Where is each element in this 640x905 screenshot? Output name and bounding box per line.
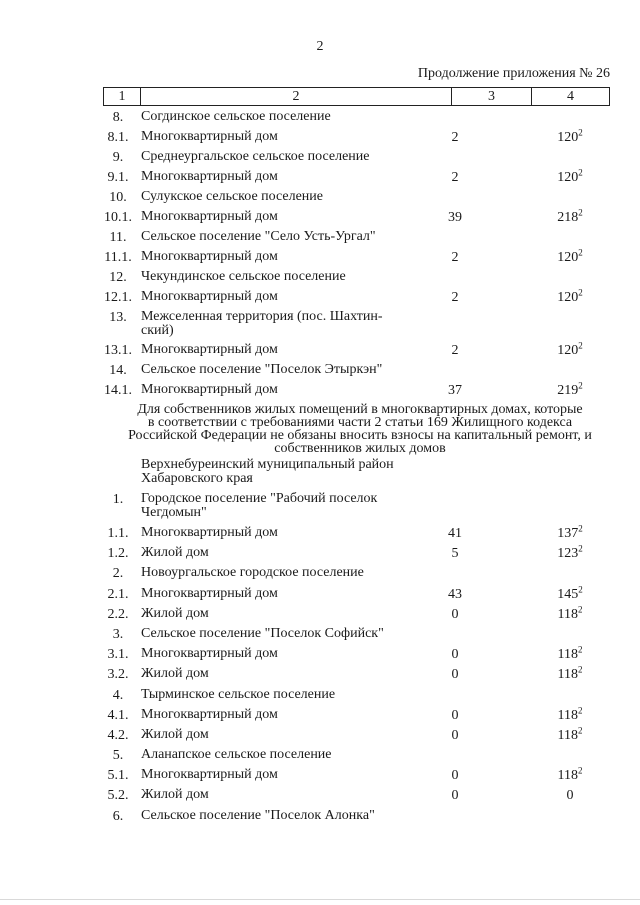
row-name xyxy=(141,130,441,144)
table-row xyxy=(0,287,640,310)
row-name xyxy=(141,526,441,540)
row-number: 1.2. xyxy=(107,546,129,562)
row-number: 3.2. xyxy=(107,667,129,683)
table-row xyxy=(0,543,640,566)
row-name-line: Чегдомын" xyxy=(141,505,207,520)
row-name-line: Сулукское сельское поселение xyxy=(141,189,323,204)
row-name xyxy=(141,627,441,641)
row-name xyxy=(141,150,441,164)
header-col-1: 1 xyxy=(104,88,141,105)
row-count: 2 xyxy=(451,250,459,265)
row-name-line: Новоургальское городское поселение xyxy=(141,565,364,581)
row-count: 37 xyxy=(448,383,462,398)
row-rate-sup: 2 xyxy=(577,644,583,655)
row-rate-value: 118 xyxy=(557,768,578,784)
row-number: 14. xyxy=(109,363,127,378)
row-rate-value: 120 xyxy=(557,170,579,185)
row-name-line: Чекундинское сельское поселение xyxy=(141,269,346,284)
row-rate xyxy=(535,604,605,623)
table-row xyxy=(0,688,640,708)
row-name xyxy=(141,270,441,284)
table-row xyxy=(0,705,640,728)
row-number: 8. xyxy=(112,110,124,125)
row-number: 5.2. xyxy=(107,788,129,804)
row-name xyxy=(141,688,441,702)
table-row xyxy=(0,523,640,546)
section-note-line: в соответствии с требованиями части 2 статьи 169 Жилищного кодекса xyxy=(147,415,573,430)
row-rate-value: 118 xyxy=(557,667,578,683)
table-row xyxy=(0,380,640,403)
section-note-line: Для собственников жилых помещений в многоквартирных домах, которые xyxy=(137,402,583,417)
row-count: 0 xyxy=(451,606,459,622)
row-name-line: Жилой дом xyxy=(141,726,209,742)
row-rate-sup: 2 xyxy=(577,604,583,615)
row-name xyxy=(141,310,441,338)
row-rate xyxy=(535,705,605,724)
row-name xyxy=(141,647,441,661)
row-rate-value: 118 xyxy=(557,727,578,743)
row-count: 39 xyxy=(448,210,462,225)
row-name-line: Многоквартирный дом xyxy=(141,342,278,357)
row-number: 1.1. xyxy=(107,526,129,541)
row-rate-sup: 2 xyxy=(577,765,583,776)
row-rate xyxy=(535,644,605,663)
row-rate xyxy=(535,523,605,542)
table-row xyxy=(0,310,640,343)
row-number: 12.1. xyxy=(104,290,132,305)
row-rate-value: 219 xyxy=(557,383,579,398)
table-row xyxy=(0,247,640,270)
row-number: 13. xyxy=(109,310,127,325)
row-name xyxy=(141,210,441,224)
row-name-line: Тырминское сельское поселение xyxy=(141,686,336,702)
row-name xyxy=(141,230,441,244)
row-rate-sup: 2 xyxy=(578,207,583,218)
row-name xyxy=(141,566,441,580)
row-name xyxy=(141,492,441,520)
table-body xyxy=(0,110,640,829)
row-rate xyxy=(535,340,605,359)
table-row xyxy=(0,644,640,667)
row-count: 5 xyxy=(451,546,459,562)
row-rate-value: 120 xyxy=(557,250,579,265)
table-row xyxy=(0,788,640,808)
row-count: 0 xyxy=(451,768,459,784)
table-row xyxy=(0,340,640,363)
row-name-line: ский) xyxy=(141,323,174,338)
page-number: 2 xyxy=(316,39,324,54)
row-rate-value: 118 xyxy=(557,647,578,663)
row-name xyxy=(141,383,441,397)
row-rate-sup: 2 xyxy=(578,127,583,138)
table-row xyxy=(0,167,640,190)
row-rate xyxy=(535,664,605,683)
table-header xyxy=(103,87,610,106)
row-number: 10. xyxy=(109,190,127,205)
row-name xyxy=(141,708,441,722)
row-name xyxy=(141,667,441,681)
row-name xyxy=(141,768,441,782)
row-name-line: Многоквартирный дом xyxy=(141,169,278,184)
row-number: 4.1. xyxy=(107,707,129,723)
row-name-line: Многоквартирный дом xyxy=(141,767,278,783)
row-rate-sup: 2 xyxy=(578,583,583,594)
row-rate xyxy=(535,583,605,603)
row-name-line: Многоквартирный дом xyxy=(141,646,278,662)
row-rate-sup: 2 xyxy=(578,380,583,391)
row-number: 8.1. xyxy=(107,130,129,145)
row-name-line: Сельское поселение "Поселок Софийск" xyxy=(141,625,384,641)
row-number: 2.1. xyxy=(107,586,129,602)
row-rate-sup: 2 xyxy=(577,664,583,675)
header-col-3: 3 xyxy=(452,88,532,105)
row-name xyxy=(141,170,441,184)
row-rate xyxy=(535,788,605,804)
row-name-line: Сельское поселение "Село Усть-Ургал" xyxy=(141,229,376,244)
row-rate-sup: 2 xyxy=(578,340,583,351)
row-name-line: Жилой дом xyxy=(141,787,209,803)
row-rate-value: 120 xyxy=(557,130,579,145)
row-number: 11. xyxy=(109,230,127,245)
row-number: 5. xyxy=(112,748,124,764)
row-name xyxy=(141,363,441,377)
row-name-line: Многоквартирный дом xyxy=(141,129,278,144)
row-name-line: Жилой дом xyxy=(141,545,209,561)
row-name xyxy=(141,809,441,823)
row-rate xyxy=(535,725,605,744)
row-count: 2 xyxy=(451,130,459,145)
row-name xyxy=(141,748,441,762)
row-rate-sup: 2 xyxy=(578,543,583,554)
header-col-4: 4 xyxy=(567,89,574,104)
row-number: 12. xyxy=(109,270,127,285)
section-note xyxy=(0,403,640,458)
table-row xyxy=(0,207,640,230)
table-row xyxy=(0,566,640,586)
row-rate xyxy=(535,380,605,399)
row-rate-value: 145 xyxy=(557,586,579,602)
table-row xyxy=(0,230,640,250)
row-rate-value: 120 xyxy=(557,343,579,358)
row-number: 1. xyxy=(112,492,124,507)
row-count: 0 xyxy=(451,647,459,663)
row-name-line: Жилой дом xyxy=(141,605,209,621)
row-name-line: Многоквартирный дом xyxy=(141,249,278,264)
row-name-line: Сельское поселение "Поселок Алонка" xyxy=(141,807,375,823)
row-count: 0 xyxy=(451,707,459,723)
row-count: 2 xyxy=(451,343,459,358)
table-row xyxy=(0,110,640,130)
row-rate-value: 218 xyxy=(557,210,579,225)
table-row xyxy=(0,492,640,526)
row-name xyxy=(141,587,441,601)
row-rate-sup: 2 xyxy=(578,523,583,534)
row-rate-sup: 2 xyxy=(577,705,583,716)
row-count: 43 xyxy=(448,586,462,602)
row-number: 5.1. xyxy=(107,768,129,784)
row-rate xyxy=(535,765,605,784)
continuation-label: Продолжение приложения № 26 xyxy=(417,66,610,81)
table-row xyxy=(0,725,640,748)
scan-edge-divider xyxy=(0,899,640,900)
row-name-line: Многоквартирный дом xyxy=(141,585,278,601)
row-number: 3.1. xyxy=(107,647,129,663)
table-row xyxy=(0,270,640,290)
row-rate-value: 120 xyxy=(557,290,579,305)
row-number: 11.1. xyxy=(104,250,132,265)
row-number: 2. xyxy=(112,566,124,582)
row-rate-value: 118 xyxy=(557,707,578,723)
row-name-line: Городское поселение "Рабочий поселок xyxy=(141,491,378,506)
row-rate xyxy=(535,543,605,562)
row-number: 13.1. xyxy=(104,343,132,358)
row-name-line: Многоквартирный дом xyxy=(141,382,278,397)
row-name xyxy=(141,110,441,124)
row-rate xyxy=(535,127,605,146)
district-line: Верхнебуреинский муниципальный район xyxy=(141,457,394,472)
row-rate-value: 123 xyxy=(557,546,579,562)
row-rate-value: 118 xyxy=(557,606,578,622)
row-number: 2.2. xyxy=(107,606,129,622)
row-name xyxy=(141,788,441,802)
row-rate-sup: 2 xyxy=(578,247,583,258)
row-number: 3. xyxy=(112,626,124,642)
row-rate xyxy=(535,167,605,186)
row-name xyxy=(141,728,441,742)
table-row xyxy=(0,150,640,170)
row-count: 0 xyxy=(451,727,459,743)
row-rate xyxy=(535,247,605,266)
table-row xyxy=(0,748,640,768)
row-name-line: Согдинское сельское поселение xyxy=(141,109,331,124)
row-name-line: Многоквартирный дом xyxy=(141,289,278,304)
row-name xyxy=(141,343,441,357)
row-rate-value: 0 xyxy=(566,788,574,804)
row-rate-sup: 2 xyxy=(577,725,583,736)
table-row xyxy=(0,664,640,687)
row-name-line: Сельское поселение "Поселок Этыркэн" xyxy=(141,362,383,377)
district-name xyxy=(141,458,441,486)
row-name xyxy=(141,250,441,264)
row-name-line: Аланапское сельское поселение xyxy=(141,747,332,763)
district-heading xyxy=(0,458,640,492)
row-name xyxy=(141,607,441,621)
row-name xyxy=(141,290,441,304)
table-row xyxy=(0,127,640,150)
row-count: 0 xyxy=(451,667,459,683)
row-name-line: Среднеургальское сельское поселение xyxy=(141,149,370,164)
table-row xyxy=(0,627,640,647)
header-col-2: 2 xyxy=(141,88,452,105)
section-note-line: собственников жилых домов xyxy=(274,441,446,456)
row-number: 6. xyxy=(112,808,124,824)
row-number: 10.1. xyxy=(104,210,132,225)
district-line: Хабаровского края xyxy=(141,471,253,486)
row-number: 9. xyxy=(112,150,124,165)
table-row xyxy=(0,190,640,210)
row-name-line: Жилой дом xyxy=(141,666,209,682)
row-name-line: Многоквартирный дом xyxy=(141,706,278,722)
table-row xyxy=(0,363,640,383)
row-number: 4.2. xyxy=(107,727,129,743)
row-name xyxy=(141,190,441,204)
row-count: 2 xyxy=(451,170,459,185)
table-row xyxy=(0,583,640,607)
table-row xyxy=(0,809,640,829)
row-count: 41 xyxy=(448,526,462,541)
table-row xyxy=(0,604,640,627)
row-number: 4. xyxy=(112,687,124,703)
table-row xyxy=(0,765,640,788)
row-name-line: Межселенная территория (пос. Шахтин- xyxy=(141,309,383,324)
row-rate-sup: 2 xyxy=(578,167,583,178)
row-rate-value: 137 xyxy=(557,526,579,541)
row-number: 14.1. xyxy=(104,383,132,398)
row-name-line: Многоквартирный дом xyxy=(141,209,278,224)
row-rate-sup: 2 xyxy=(578,287,583,298)
row-number: 9.1. xyxy=(107,170,129,185)
row-count: 0 xyxy=(451,788,459,804)
section-note-text xyxy=(100,403,620,455)
row-rate xyxy=(535,207,605,226)
row-name xyxy=(141,546,441,560)
row-count: 2 xyxy=(451,290,459,305)
row-rate xyxy=(535,287,605,306)
row-name-line: Многоквартирный дом xyxy=(141,525,278,540)
section-note-line: Российской Федерации не обязаны вносить взносы на капитальный ремонт, и xyxy=(128,428,592,443)
